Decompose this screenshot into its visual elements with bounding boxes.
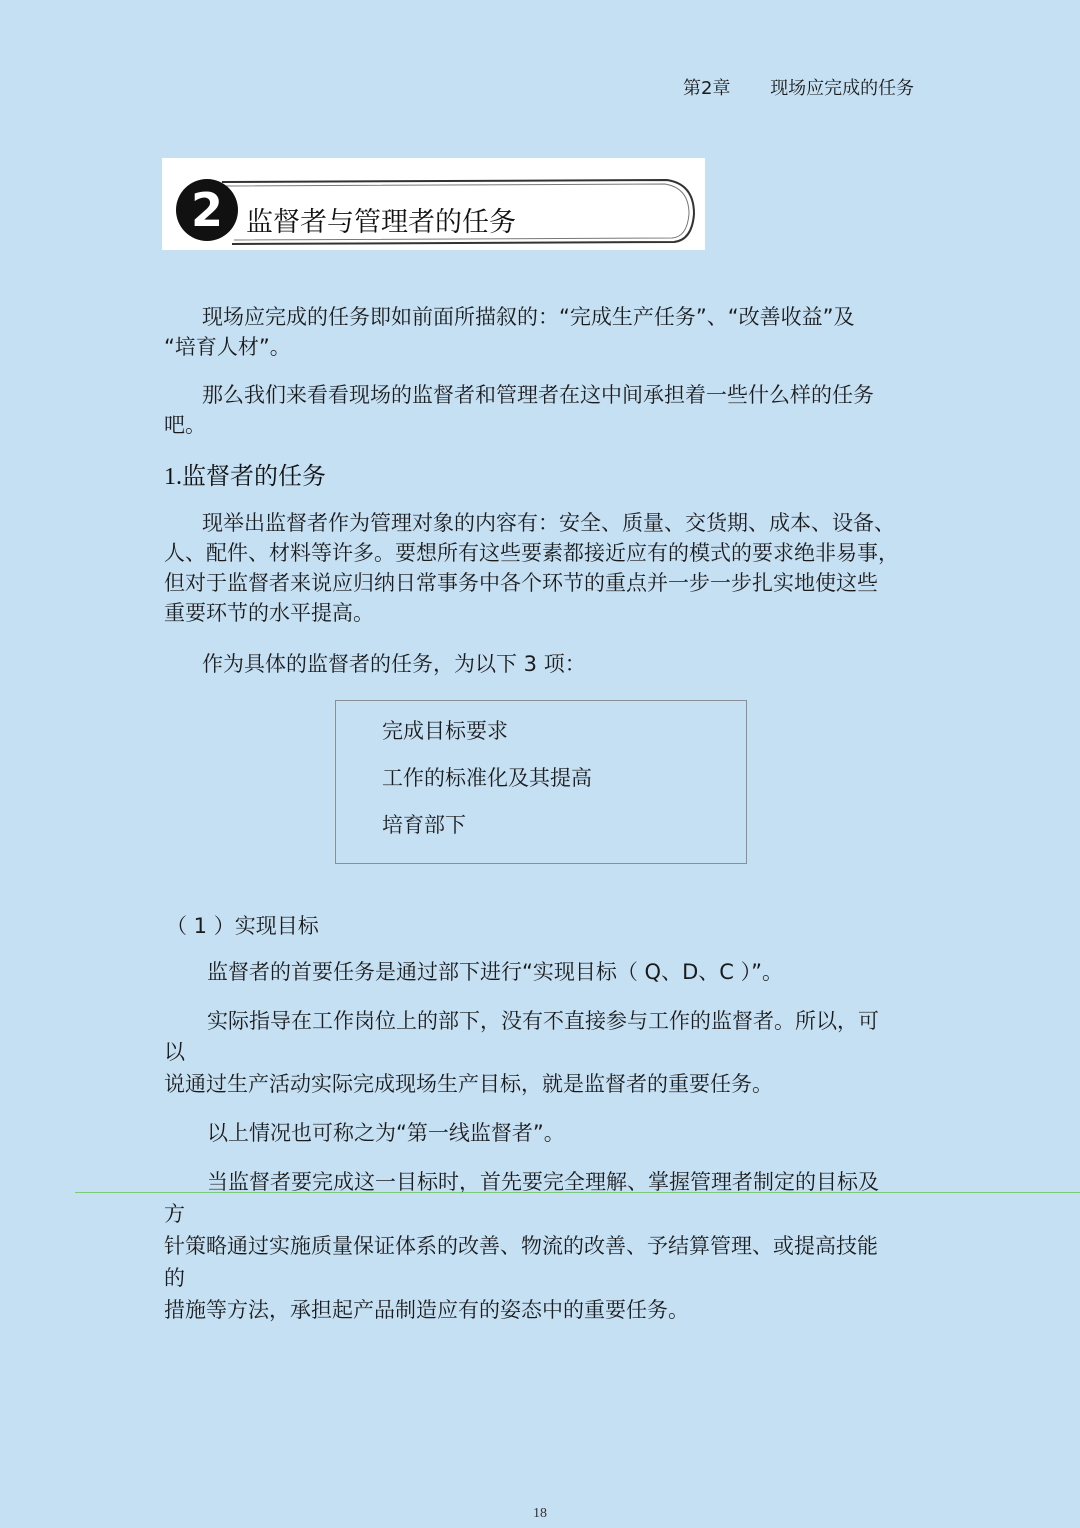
chapter-label: 第2章 xyxy=(683,78,731,99)
running-header xyxy=(683,74,914,100)
text-line: 现举出监督者作为管理对象的内容有：安全、质量、交货期、成本、设备、 xyxy=(202,511,895,535)
heading-supervisor-tasks: 1.监督者的任务 xyxy=(164,464,326,490)
text-line: 人、配件、材料等许多。要想所有这些要素都接近应有的模式的要求绝非易事， xyxy=(164,541,899,565)
task-item: 工作的标准化及其提高 xyxy=(382,766,592,790)
text-line: 重要环节的水平提高。 xyxy=(164,601,374,625)
text-line: 的 xyxy=(164,1266,185,1290)
text-line: 监督者的首要任务是通过部下进行“实现目标（ Q、D、C ）”。 xyxy=(207,960,783,984)
section-title: 监督者与管理者的任务 xyxy=(246,207,516,238)
text-line: 实际指导在工作岗位上的部下，没有不直接参与工作的监督者。所以，可 xyxy=(207,1009,879,1033)
intro-paragraph-1: 现场应完成的任务即如前面所描叙的：“完成生产任务”、“改善收益”及 “培育人材”。 xyxy=(164,305,855,359)
text-line: 方 xyxy=(164,1202,185,1226)
sub-heading-achieve-goal: （ 1 ）实现目标 xyxy=(166,914,319,938)
section-number: 2 xyxy=(190,183,224,237)
section-banner xyxy=(162,158,705,250)
text-line: 但对于监督者来说应归纳日常事务中各个环节的重点并一步一步扎实地使这些 xyxy=(164,571,878,595)
text-line: 以 xyxy=(164,1040,185,1064)
text-line: 以上情况也可称之为“第一线监督者”。 xyxy=(207,1121,565,1145)
supervisor-paragraph-2: 作为具体的监督者的任务，为以下 3 项： xyxy=(202,652,586,676)
text-line: 措施等方法，承担起产品制造应有的姿态中的重要任务。 xyxy=(164,1298,689,1322)
page-number: 18 xyxy=(533,1506,547,1521)
intro-paragraph-2: 那么我们来看看现场的监督者和管理者在这中间承担着一些什么样的任务 吧。 xyxy=(164,383,874,437)
text-line: 说通过生产活动实际完成现场生产目标，就是监督者的重要任务。 xyxy=(164,1072,773,1096)
divider-line xyxy=(75,1192,1080,1193)
text-line: 针策略通过实施质量保证体系的改善、物流的改善、予结算管理、或提高技能 xyxy=(164,1234,878,1258)
text-line: 当监督者要完成这一目标时，首先要完全理解、掌握管理者制定的目标及 xyxy=(207,1170,879,1194)
task-item: 完成目标要求 xyxy=(382,719,508,743)
chapter-title: 现场应完成的任务 xyxy=(770,78,915,99)
task-list-box xyxy=(335,700,747,864)
task-item: 培育部下 xyxy=(382,813,466,837)
